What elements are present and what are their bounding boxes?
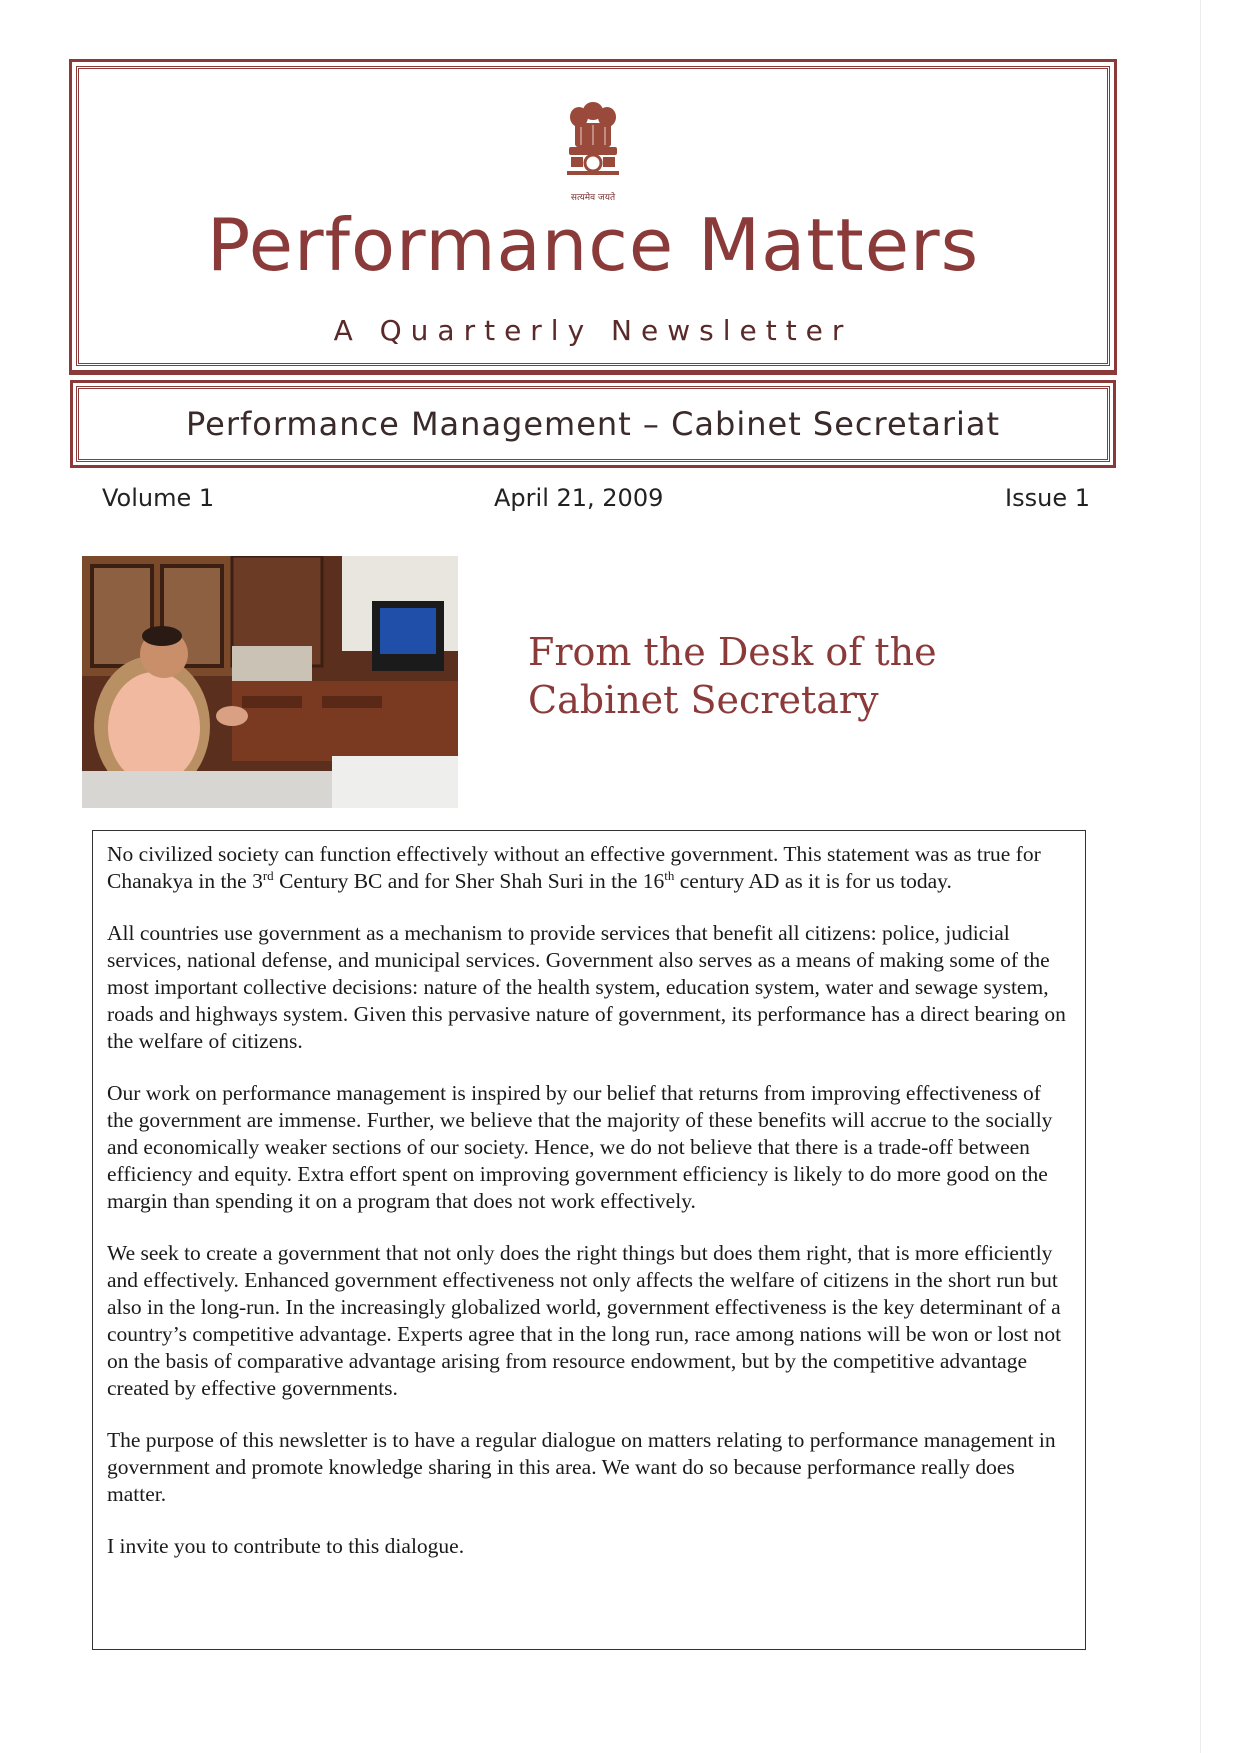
volume-label: Volume 1 xyxy=(102,484,215,512)
p1-text-a: No civilized society can function effectively without an effective government. This statement was as true for Chanakya in the 3 xyxy=(107,842,1041,893)
issue-date: April 21, 2009 xyxy=(494,484,664,512)
desk-heading-line1: From the Desk of the xyxy=(528,630,937,674)
p1-text-b: Century BC and for Sher Shah Suri in the 16 xyxy=(273,869,665,893)
letter-paragraph-2: All countries use government as a mechanism to provide services that benefit all citizens: police, judicial services, national defense, and municipal services. Government also serves as a means of making some of the most important collective decisions: nature of the health system, education system, water and sewage system, roads and highways system. Given this pervasive nature of government, its performance has a direct bearing on the welfare of citizens. xyxy=(107,921,1066,1053)
cabinet-secretary-photo xyxy=(82,556,458,808)
desk-heading xyxy=(528,628,1088,724)
newsletter-title: Performance Matters xyxy=(206,203,980,287)
lion-capital-icon xyxy=(561,97,625,189)
department-banner: Performance Management – Cabinet Secretariat xyxy=(76,386,1110,462)
letter-paragraph-1 xyxy=(107,841,1071,895)
issue-label: Issue 1 xyxy=(1005,484,1090,512)
photo-illustration xyxy=(82,556,458,808)
national-emblem xyxy=(561,97,625,203)
page-edge xyxy=(1200,0,1201,1753)
emblem-motto: सत्यमेव जयते xyxy=(570,193,616,203)
p1-text-c: century AD as it is for us today. xyxy=(674,869,952,893)
masthead xyxy=(76,66,1110,366)
letter-paragraph-4: We seek to create a government that not only does the right things but does them right, that is more efficiently and effectively. Enhanced government effectiveness not only affects the welfare of citizens in the short run but also in the long-run. In the increasingly globalized world, government effectiveness is the key determinant of a country’s competitive advantage. Experts agree that in the long run, race among nations will be won or lost not on the basis of comparative advantage arising from resource endowment, but by the competitive advantage created by effective governments. xyxy=(107,1241,1062,1400)
letter-paragraph-6: I invite you to contribute to this dialogue. xyxy=(107,1534,465,1558)
desk-heading-line2: Cabinet Secretary xyxy=(528,678,879,722)
letter-box xyxy=(92,830,1086,1650)
p1-superscript-th: th xyxy=(664,867,675,883)
p1-superscript-rd: rd xyxy=(262,867,274,883)
newsletter-subtitle: A Quarterly Newsletter xyxy=(333,314,853,347)
letter-paragraph-5: The purpose of this newsletter is to have a regular dialogue on matters relating to performance management in government and promote knowledge sharing in this area. We want do so because performance really does matter. xyxy=(107,1428,1056,1506)
letter-paragraph-3: Our work on performance management is inspired by our belief that returns from improving effectiveness of the government are immense. Further, we believe that the majority of these benefits will accrue to the socially and economically weaker sections of our society. Hence, we do not believe that there is a trade-off between efficiency and equity. Extra effort spent on improving government efficiency is likely to do more good on the margin than spending it on a program that does not work effectively. xyxy=(107,1081,1053,1213)
